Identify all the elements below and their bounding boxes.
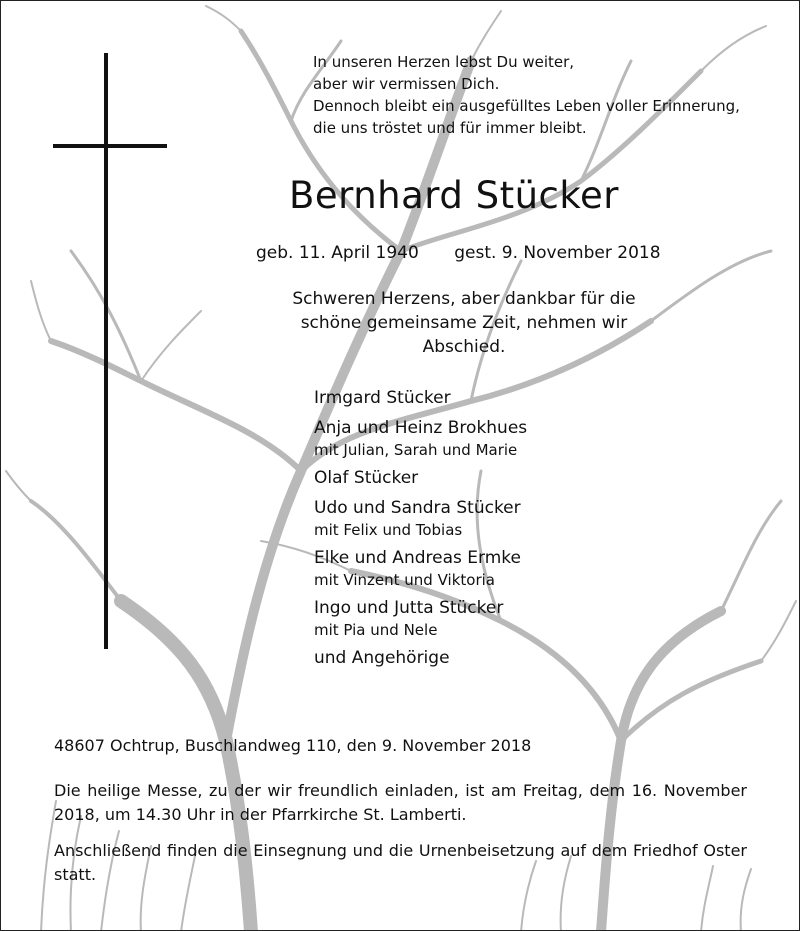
verse-line: In unseren Herzen lebst Du weiter, (313, 53, 575, 71)
mourners-list (314, 383, 527, 673)
latin-cross-icon (104, 53, 108, 649)
verse-line: die uns tröstet und für immer bleibt. (313, 119, 587, 137)
mourner-name: Elke und Andreas Ermke (314, 548, 521, 568)
place-and-date: 48607 Ochtrup, Buschlandweg 110, den 9. November 2018 (54, 736, 532, 755)
mourner-name: Olaf Stücker (314, 468, 419, 488)
death-date: gest. 9. November 2018 (454, 243, 661, 263)
burial-notice: Anschließend finden die Einsegnung und die Urnenbeisetzung auf dem Friedhof Oster statt. (54, 841, 747, 884)
mass-notice: Die heilige Messe, zu der wir freundlich einladen, ist am Freitag, dem 16. November 2018, um 14.30 Uhr in der Pfarrkirche St. Lamberti. (54, 781, 747, 824)
mourner-children: mit Felix und Tobias (314, 521, 463, 539)
latin-cross-bar (53, 144, 167, 148)
mourner-children: mit Pia und Nele (314, 621, 438, 639)
mourner-children: mit Vinzent und Viktoria (314, 571, 495, 589)
verse-line: aber wir vermissen Dich. (313, 75, 500, 93)
mourner-name: Udo und Sandra Stücker (314, 498, 521, 518)
memorial-verse (313, 51, 740, 139)
mourner-name: und Angehörige (314, 648, 450, 668)
mourner-name: Irmgard Stücker (314, 388, 451, 408)
mourner-children: mit Julian, Sarah und Marie (314, 441, 518, 459)
mourner-name: Ingo und Jutta Stücker (314, 598, 504, 618)
life-dates (256, 243, 661, 263)
verse-line: Dennoch bleibt ein ausgefülltes Leben voller Erinnerung, (313, 97, 740, 115)
mourner-name: Anja und Heinz Brokhues (314, 418, 528, 438)
deceased-name: Bernhard Stücker (289, 174, 619, 217)
farewell-text: Schweren Herzens, aber dankbar für die schöne gemeinsame Zeit, nehmen wir Abschied. (292, 289, 636, 357)
birth-date: geb. 11. April 1940 (256, 243, 419, 263)
